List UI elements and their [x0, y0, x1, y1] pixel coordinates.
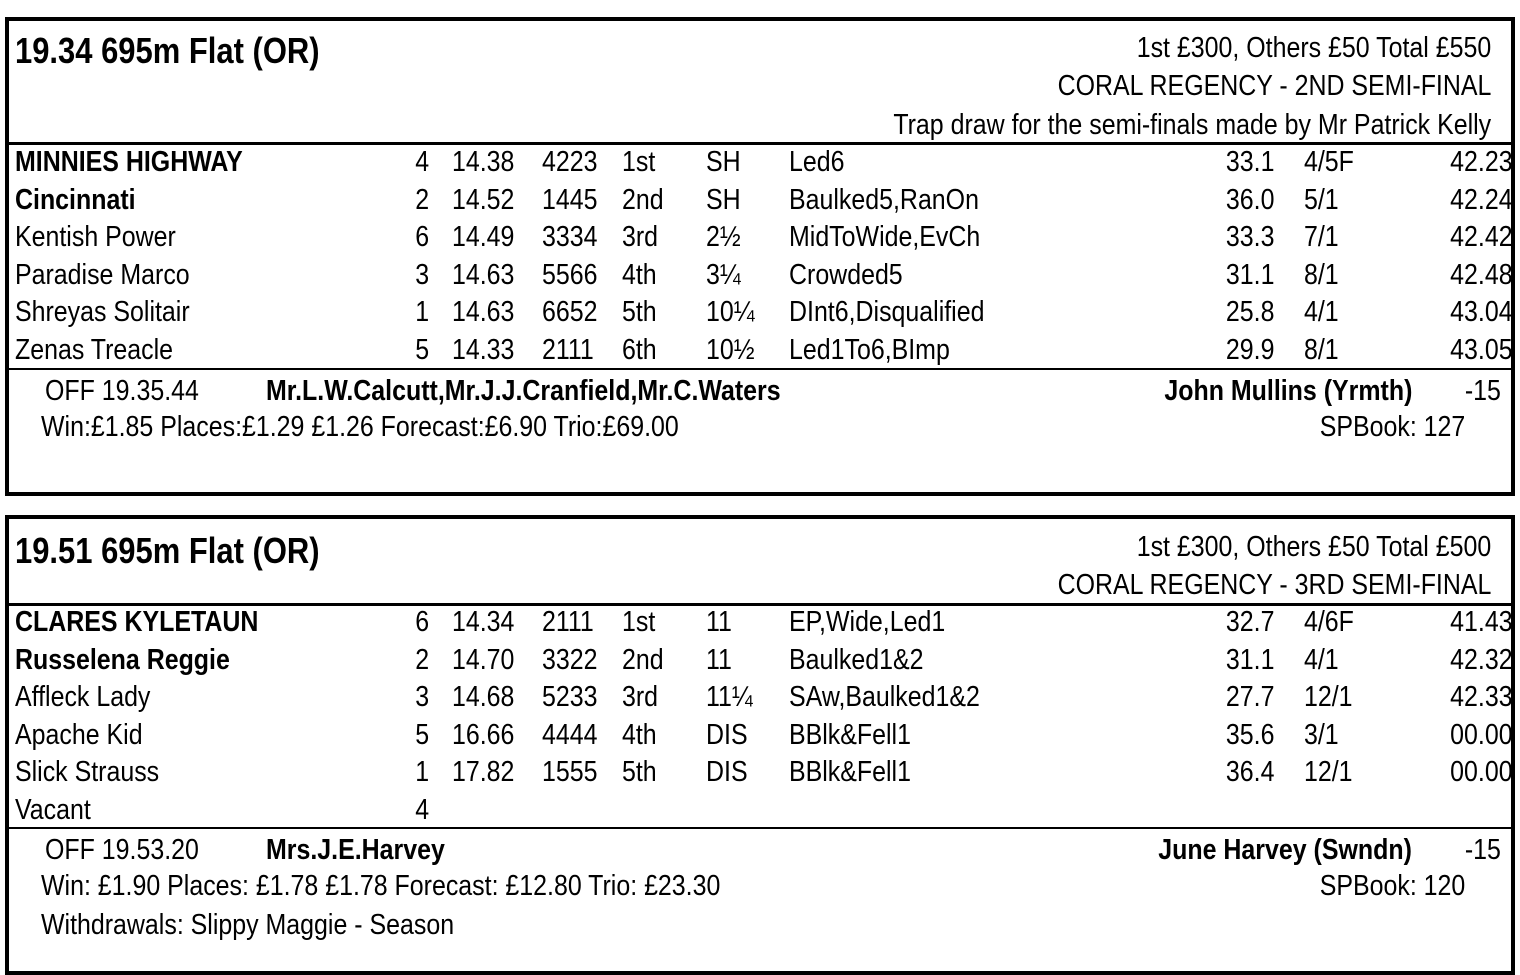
split-time: 14.63: [452, 258, 515, 291]
dog-weight: 25.8: [1225, 296, 1274, 329]
finish-time: 42.42: [1450, 221, 1513, 254]
race-comment: Baulked1&2: [789, 643, 924, 676]
footer-divider: [9, 827, 1511, 829]
starting-price: 12/1: [1304, 681, 1353, 714]
distance-beaten: SH: [706, 183, 741, 216]
race-comment: Led6: [789, 146, 845, 178]
sectional-positions: 2111: [542, 334, 594, 366]
trap-number: 3: [415, 258, 429, 291]
dog-name: Shreyas Solitair: [15, 296, 190, 329]
trap-number: 1: [415, 296, 429, 329]
trap-number: 4: [415, 146, 429, 178]
race-card-1: [5, 17, 1515, 496]
dog-name: Affleck Lady: [15, 681, 151, 714]
dog-weight: 29.9: [1225, 334, 1274, 366]
starting-price: 4/1: [1304, 296, 1339, 329]
race-comment: Crowded5: [789, 258, 903, 291]
finish-position: 3rd: [622, 221, 659, 254]
trap-number: 2: [415, 183, 429, 216]
finish-time: 42.33: [1450, 681, 1513, 714]
distance-beaten: 10½: [706, 334, 755, 366]
finish-time: 42.24: [1450, 183, 1513, 216]
finish-position: 1st: [622, 606, 656, 638]
distance-beaten: 11: [706, 606, 732, 638]
race-comment: EP,Wide,Led1: [789, 606, 946, 638]
dog-weight: 36.4: [1225, 756, 1274, 789]
race-comment: BBlk&Fell1: [789, 718, 911, 751]
distance-beaten: 3¼: [706, 258, 741, 291]
starting-price: 4/5F: [1304, 146, 1354, 178]
trap-number: 1: [415, 756, 429, 789]
going-allowance: -15: [1464, 834, 1501, 866]
distance-beaten: 11: [706, 643, 732, 676]
sectional-positions: 1555: [542, 756, 598, 789]
sectional-positions: 5566: [542, 258, 598, 291]
dog-weight: 32.7: [1225, 606, 1274, 638]
race-comment: MidToWide,EvCh: [789, 221, 981, 254]
finish-time: 00.00: [1450, 718, 1513, 751]
split-time: 14.70: [452, 643, 515, 676]
owners: Mrs.J.E.Harvey: [266, 834, 445, 866]
race-comment: DInt6,Disqualified: [789, 296, 985, 329]
race-note: Trap draw for the semi-finals made by Mr Patrick Kelly: [893, 109, 1491, 141]
distance-beaten: DIS: [706, 718, 748, 751]
race-card-2: [5, 515, 1515, 975]
sectional-positions: 3334: [542, 221, 598, 254]
split-time: 14.34: [452, 606, 515, 638]
trap-number: 5: [415, 718, 429, 751]
trap-number: 3: [415, 681, 429, 714]
split-time: 14.33: [452, 334, 515, 366]
sectional-positions: 2111: [542, 606, 594, 638]
distance-beaten: 10¼: [706, 296, 755, 329]
dog-name: Russelena Reggie: [15, 643, 230, 676]
sectional-positions: 1445: [542, 183, 598, 216]
dog-name: Slick Strauss: [15, 756, 160, 789]
split-time: 14.68: [452, 681, 515, 714]
split-time: 14.38: [452, 146, 515, 178]
dog-name: Zenas Treacle: [15, 334, 174, 366]
split-time: 14.49: [452, 221, 515, 254]
finish-position: 2nd: [622, 643, 664, 676]
distance-beaten: 11¼: [706, 681, 753, 714]
starting-price: 7/1: [1304, 221, 1339, 254]
event-name: CORAL REGENCY - 3RD SEMI-FINAL: [1057, 569, 1491, 601]
finish-position: 4th: [622, 718, 657, 751]
finish-position: 5th: [622, 756, 657, 789]
trap-number: 6: [415, 221, 429, 254]
dog-name: Apache Kid: [15, 718, 143, 751]
finish-position: 6th: [622, 334, 657, 366]
finish-time: 00.00: [1450, 756, 1513, 789]
off-time: OFF 19.53.20: [45, 834, 199, 866]
sectional-positions: 6652: [542, 296, 598, 329]
finish-time: 42.48: [1450, 258, 1513, 291]
dividends: Win: £1.90 Places: £1.78 £1.78 Forecast: £12.80 Trio: £23.30: [41, 870, 721, 902]
sp-book: SPBook: 120: [1319, 870, 1465, 902]
finish-position: 4th: [622, 258, 657, 291]
trap-number: 6: [415, 606, 429, 638]
dog-name: Cincinnati: [15, 183, 136, 216]
trap-number: 4: [415, 794, 429, 826]
dog-name: MINNIES HIGHWAY: [15, 146, 243, 178]
footer-divider: [9, 368, 1511, 370]
sectional-positions: 4444: [542, 718, 598, 751]
dog-name: Kentish Power: [15, 221, 176, 254]
event-name: CORAL REGENCY - 2ND SEMI-FINAL: [1057, 70, 1491, 102]
race-comment: Led1To6,BImp: [789, 334, 950, 366]
split-time: 14.52: [452, 183, 515, 216]
prize-money: 1st £300, Others £50 Total £550: [1136, 32, 1491, 64]
dog-weight: 31.1: [1225, 643, 1274, 676]
dog-weight: 33.3: [1225, 221, 1274, 254]
dog-weight: 31.1: [1225, 258, 1274, 291]
dog-weight: 33.1: [1225, 146, 1274, 178]
finish-time: 42.32: [1450, 643, 1513, 676]
finish-time: 42.23: [1450, 146, 1513, 178]
starting-price: 4/1: [1304, 643, 1339, 676]
sectional-positions: 5233: [542, 681, 598, 714]
prize-money: 1st £300, Others £50 Total £500: [1136, 531, 1491, 563]
dog-name: CLARES KYLETAUN: [15, 606, 259, 638]
dividends: Win:£1.85 Places:£1.29 £1.26 Forecast:£6.90 Trio:£69.00: [41, 411, 679, 443]
finish-position: 5th: [622, 296, 657, 329]
race-title: 19.34 695m Flat (OR): [15, 30, 320, 71]
starting-price: 4/6F: [1304, 606, 1354, 638]
sp-book: SPBook: 127: [1319, 411, 1465, 443]
sectional-positions: 3322: [542, 643, 598, 676]
dog-name: Vacant: [15, 794, 91, 826]
split-time: 16.66: [452, 718, 515, 751]
finish-position: 2nd: [622, 183, 664, 216]
trap-number: 5: [415, 334, 429, 366]
starting-price: 8/1: [1304, 258, 1339, 291]
finish-time: 41.43: [1450, 606, 1513, 638]
race-comment: BBlk&Fell1: [789, 756, 911, 789]
starting-price: 8/1: [1304, 334, 1339, 366]
race-title: 19.51 695m Flat (OR): [15, 530, 320, 571]
finish-time: 43.05: [1450, 334, 1513, 366]
distance-beaten: DIS: [706, 756, 748, 789]
race-comment: Baulked5,RanOn: [789, 183, 979, 216]
finish-position: 1st: [622, 146, 656, 178]
distance-beaten: SH: [706, 146, 741, 178]
split-time: 17.82: [452, 756, 515, 789]
dog-weight: 27.7: [1225, 681, 1274, 714]
dog-weight: 36.0: [1225, 183, 1274, 216]
going-allowance: -15: [1464, 375, 1501, 407]
trainer: June Harvey (Swndn): [1158, 834, 1412, 866]
sectional-positions: 4223: [542, 146, 598, 178]
owners: Mr.L.W.Calcutt,Mr.J.J.Cranfield,Mr.C.Waters: [266, 375, 781, 407]
starting-price: 3/1: [1304, 718, 1339, 751]
finish-position: 3rd: [622, 681, 659, 714]
split-time: 14.63: [452, 296, 515, 329]
starting-price: 12/1: [1304, 756, 1353, 789]
distance-beaten: 2½: [706, 221, 741, 254]
withdrawals: Withdrawals: Slippy Maggie - Season: [41, 909, 455, 941]
starting-price: 5/1: [1304, 183, 1339, 216]
dog-weight: 35.6: [1225, 718, 1274, 751]
dog-name: Paradise Marco: [15, 258, 190, 291]
trainer: John Mullins (Yrmth): [1163, 375, 1412, 407]
finish-time: 43.04: [1450, 296, 1513, 329]
off-time: OFF 19.35.44: [45, 375, 199, 407]
race-comment: SAw,Baulked1&2: [789, 681, 980, 714]
trap-number: 2: [415, 643, 429, 676]
